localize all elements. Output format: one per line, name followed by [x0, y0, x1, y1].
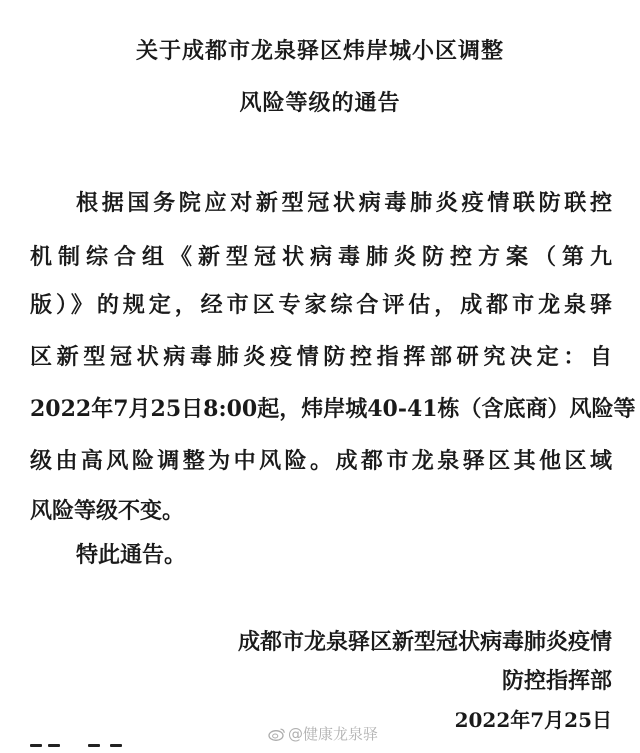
weibo-icon: [268, 727, 286, 741]
signature-line-1: 成都市龙泉驿区新型冠状病毒肺炎疫情: [237, 629, 612, 655]
body-paragraph-line-1: 根据国务院应对新型冠状病毒肺炎疫情联防联控: [76, 190, 612, 216]
body-paragraph-line-4: 区新型冠状病毒肺炎疫情防控指挥部研究决定：自: [30, 344, 612, 370]
weibo-watermark: [268, 723, 378, 744]
cropped-text-fragment: [30, 744, 150, 753]
notice-date: 2022年7月25日: [454, 708, 612, 732]
notice-title-line-2: 风险等级的通告: [239, 90, 401, 116]
notice-title-line-1: 关于成都市龙泉驿区炜岸城小区调整: [135, 38, 504, 64]
body-paragraph-line-3: 版）》的规定，经市区专家综合评估，成都市龙泉驿: [30, 292, 612, 318]
body-paragraph-line-6: 级由高风险调整为中风险。成都市龙泉驿区其他区域: [30, 448, 612, 474]
signature-line-2: 防控指挥部: [501, 668, 612, 694]
watermark-text: @健康龙泉驿: [288, 725, 379, 743]
body-paragraph-line-5: 2022年7月25日8:00起，炜岸城40-41栋（含底商）风险等: [30, 396, 636, 422]
closing-line: 特此通告。: [76, 542, 187, 568]
body-paragraph-line-2: 机制综合组《新型冠状病毒肺炎防控方案（第九: [30, 244, 612, 270]
body-paragraph-line-7: 风险等级不变。: [30, 498, 185, 524]
